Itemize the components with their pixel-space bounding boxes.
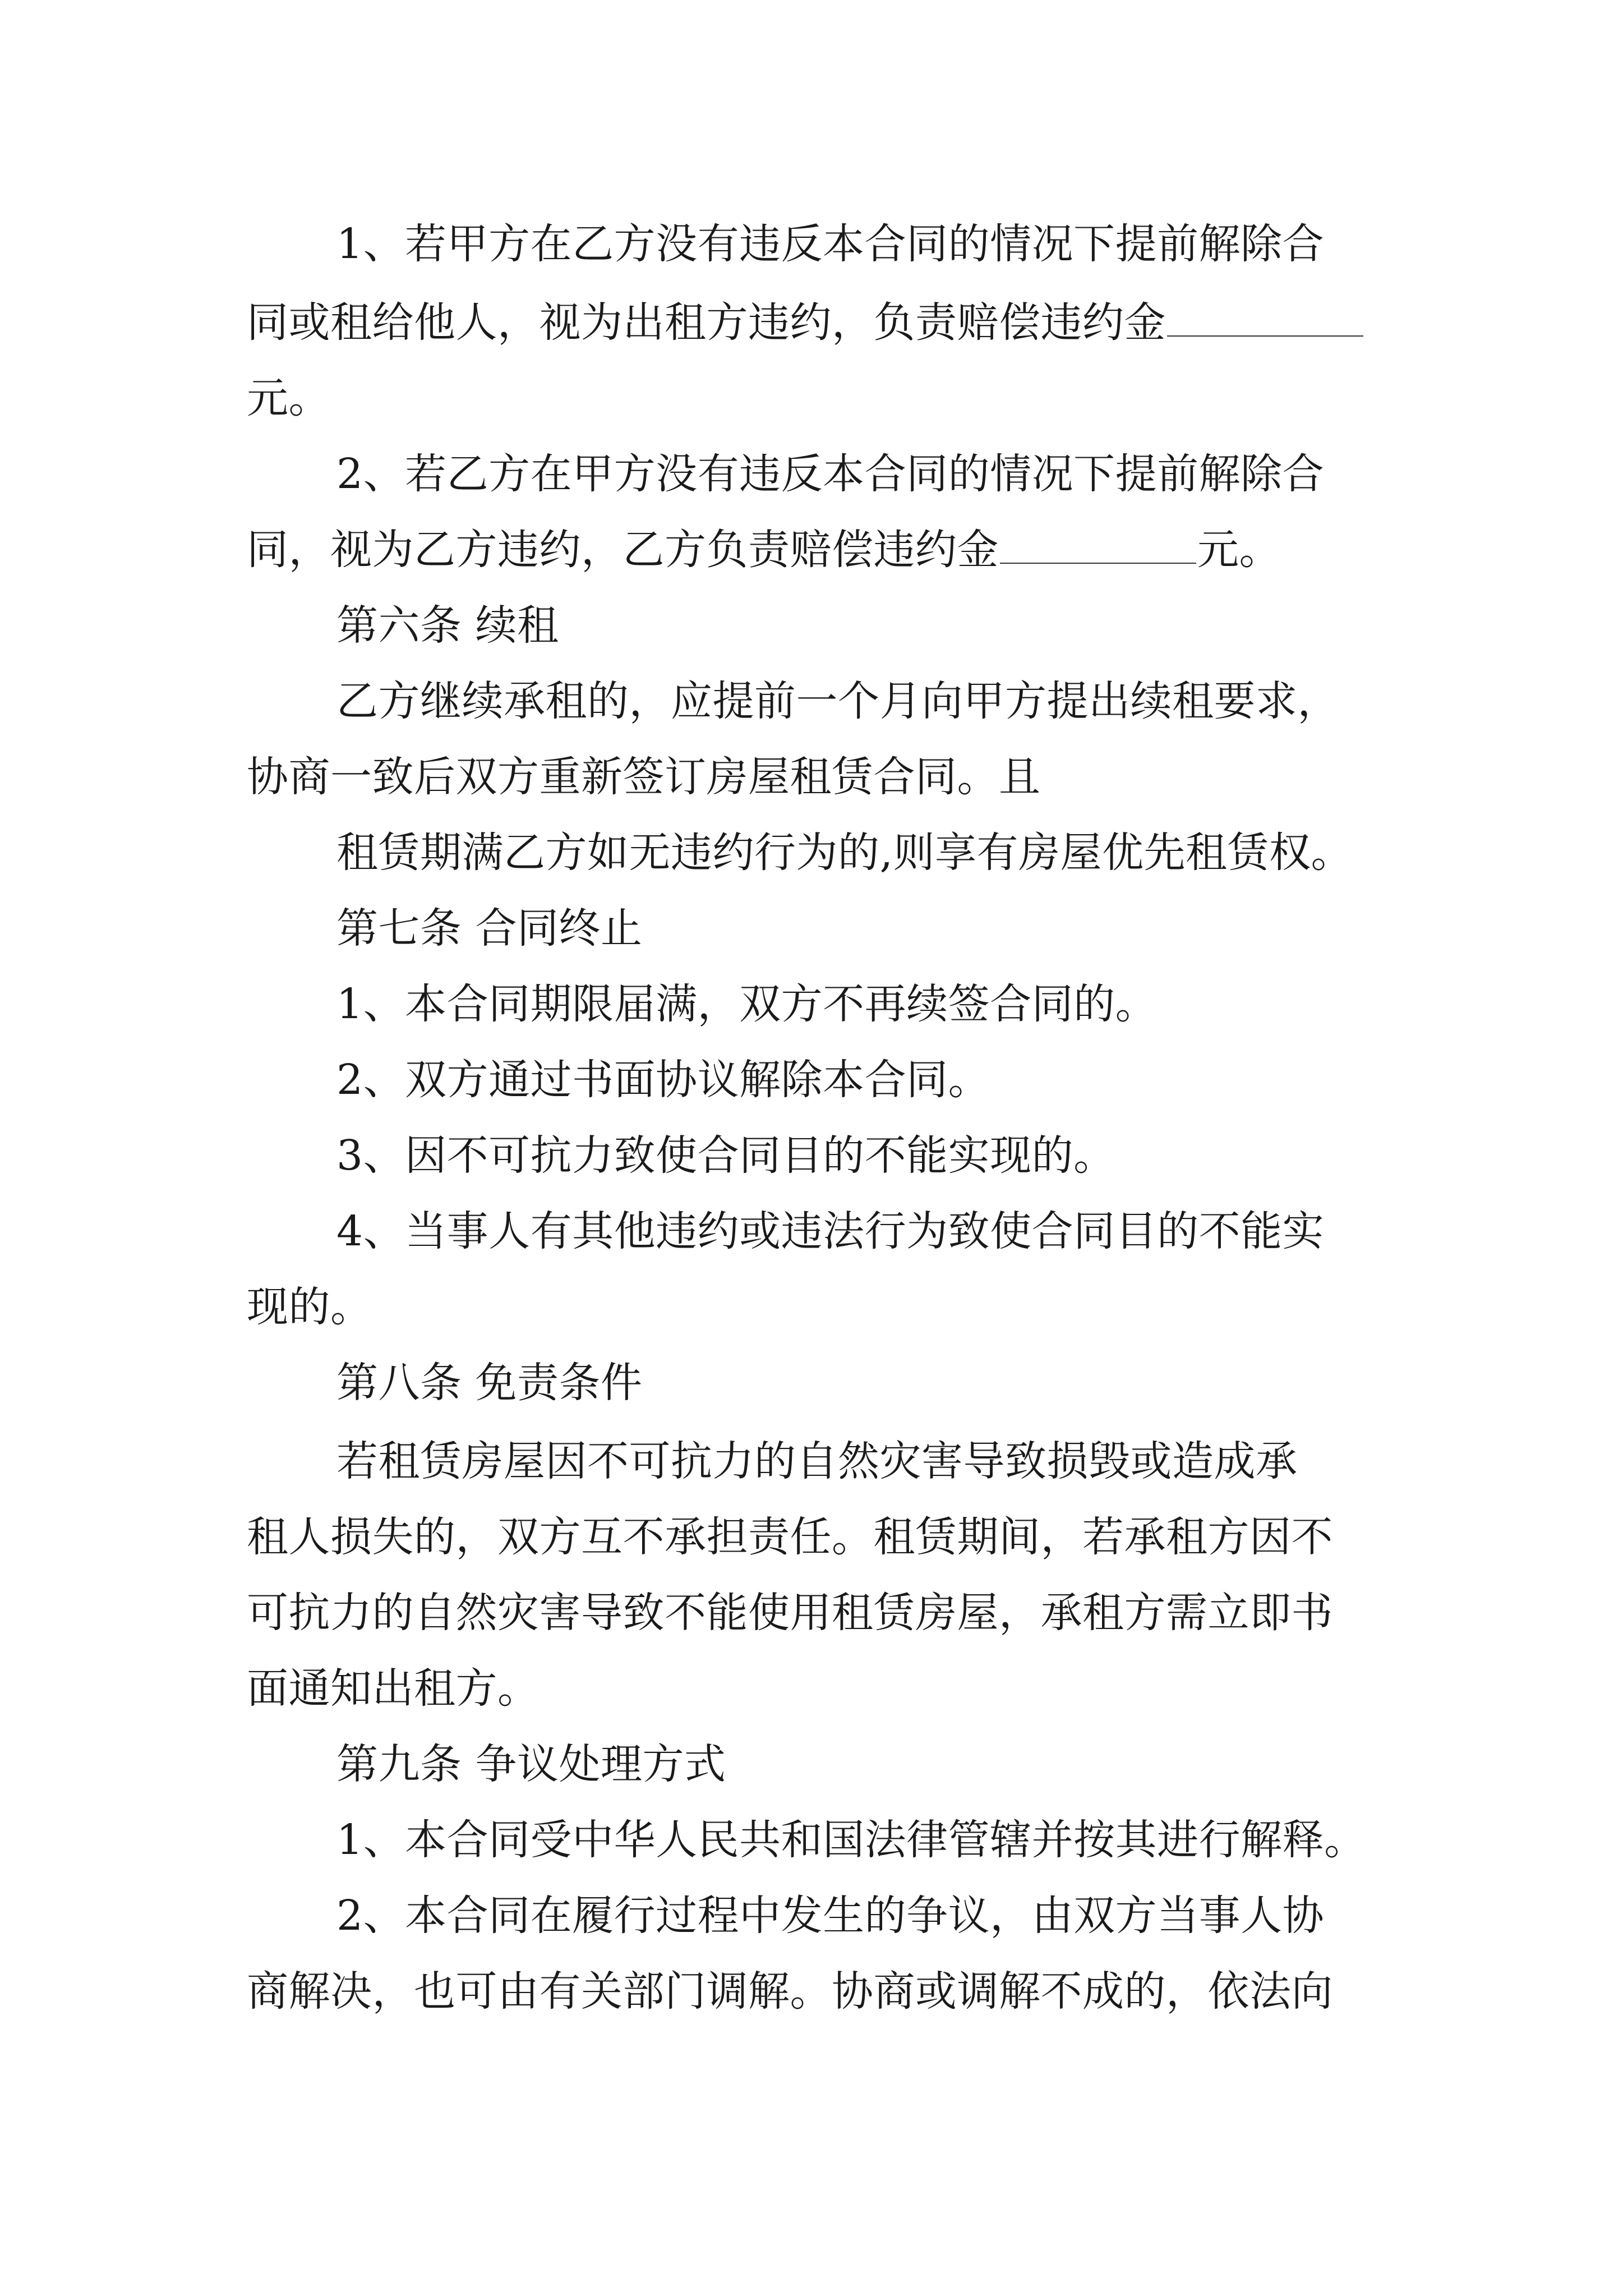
text: 同或租给他人，视为出租方违约，负责赔偿违约金 xyxy=(247,298,1166,347)
paragraph-line xyxy=(336,1128,1115,1184)
text: 元。 xyxy=(1197,526,1281,574)
text: 第八条 免责条件 xyxy=(336,1359,643,1407)
fill-in-blank xyxy=(1167,296,1363,337)
text: 元。 xyxy=(247,374,330,422)
text: 现的。 xyxy=(247,1283,372,1331)
paragraph-line xyxy=(247,522,1281,578)
paragraph-line xyxy=(336,673,1339,729)
paragraph-line xyxy=(247,1660,540,1717)
text: 1、本合同期限届满，双方不再续签合同的。 xyxy=(336,980,1158,1028)
section-heading xyxy=(336,1736,726,1792)
text: 第九条 争议处理方式 xyxy=(336,1740,726,1788)
paragraph-line xyxy=(247,1279,372,1335)
paragraph-line xyxy=(247,370,330,426)
paragraph-line xyxy=(247,1585,1333,1641)
text: 租赁期满乙方如无违约行为的,则享有房屋优先租赁权。 xyxy=(336,829,1353,877)
text: 可抗力的自然灾害导致不能使用租赁房屋，承租方需立即书 xyxy=(247,1589,1333,1637)
text: 面通知出租方。 xyxy=(247,1664,540,1713)
paragraph-line xyxy=(336,216,1324,272)
paragraph-line xyxy=(336,1433,1298,1489)
text: 乙方继续承租的，应提前一个月向甲方提出续租要求， xyxy=(336,677,1339,725)
text: 商解决，也可由有关部门调解。协商或调解不成的，依法向 xyxy=(247,1967,1333,2016)
text: 3、因不可抗力致使合同目的不能实现的。 xyxy=(336,1131,1115,1180)
paragraph-line xyxy=(336,976,1157,1032)
text: 2、双方通过书面协议解除本合同。 xyxy=(336,1056,990,1104)
text: 第七条 合同终止 xyxy=(336,904,643,953)
paragraph-line xyxy=(336,1888,1324,1944)
paragraph-line xyxy=(247,295,1364,351)
text: 1、若甲方在乙方没有违反本合同的情况下提前解除合 xyxy=(336,220,1325,268)
paragraph-line xyxy=(336,446,1324,502)
text: 4、当事人有其他违约或违法行为致使合同目的不能实 xyxy=(336,1207,1325,1255)
text: 1、本合同受中华人民共和国法律管辖并按其进行解释。 xyxy=(336,1816,1366,1864)
text: 2、本合同在履行过程中发生的争议，由双方当事人协 xyxy=(336,1892,1325,1940)
paragraph-line xyxy=(336,825,1353,881)
text: 协商一致后双方重新签订房屋租赁合同。且 xyxy=(247,753,1041,801)
paragraph-line xyxy=(247,1509,1333,1565)
text: 2、若乙方在甲方没有违反本合同的情况下提前解除合 xyxy=(336,450,1325,498)
paragraph-line xyxy=(247,1963,1333,2019)
section-heading xyxy=(336,900,643,956)
fill-in-blank xyxy=(1000,523,1196,564)
section-heading xyxy=(336,597,559,654)
paragraph-line xyxy=(336,1052,990,1108)
text: 若租赁房屋因不可抗力的自然灾害导致损毁或造成承 xyxy=(336,1437,1298,1485)
section-heading xyxy=(336,1355,643,1411)
text: 同，视为乙方违约，乙方负责赔偿违约金 xyxy=(247,526,999,574)
text: 租人损失的，双方互不承担责任。租赁期间，若承租方因不 xyxy=(247,1513,1333,1561)
text: 第六条 续租 xyxy=(336,601,559,650)
paragraph-line xyxy=(336,1812,1366,1868)
paragraph-line xyxy=(336,1203,1324,1259)
paragraph-line xyxy=(247,749,1041,805)
